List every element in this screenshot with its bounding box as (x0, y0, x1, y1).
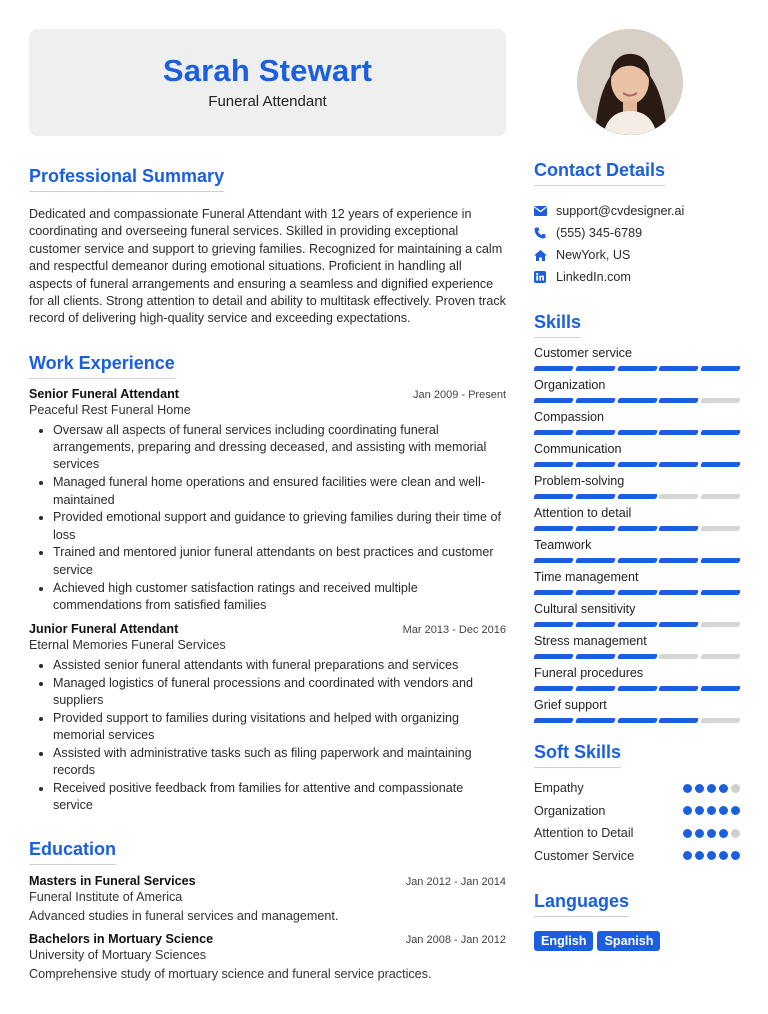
skill-name: Communication (534, 442, 622, 456)
skill-level-segment (700, 622, 741, 627)
skill-level-segment (575, 494, 616, 499)
soft-skill-item (534, 800, 740, 823)
skill-name: Attention to detail (534, 506, 632, 520)
skill-name: Problem-solving (534, 474, 625, 488)
soft-skill-item (534, 822, 740, 845)
skill-level-segment (533, 654, 574, 659)
skill-level-segment (575, 366, 616, 371)
skill-level-segment (533, 462, 574, 467)
degree-name: Masters in Funeral Services (29, 873, 196, 888)
skill-level-segment (575, 558, 616, 563)
skill-level-segment (533, 686, 574, 691)
rating-dot (707, 851, 716, 860)
bullet-item: • Received positive feedback from families for attentive and compassionate service (53, 780, 506, 815)
skill-item (534, 404, 740, 436)
skill-level-segment (617, 558, 658, 563)
skill-level-segment (533, 590, 574, 595)
soft-skill-rating (683, 851, 740, 860)
skill-level-segment (700, 718, 741, 723)
rating-dot (695, 829, 704, 838)
rating-dot (719, 784, 728, 793)
skill-level-segment (533, 622, 574, 627)
rating-dot (683, 851, 692, 860)
skills-heading: Skills (534, 312, 581, 338)
school-name: Funeral Institute of America (29, 889, 183, 904)
skill-level-bar (534, 686, 740, 691)
skill-item (534, 692, 740, 724)
skill-level-segment (700, 526, 741, 531)
soft-skill-name: Attention to Detail (534, 826, 634, 841)
education-heading: Education (29, 839, 116, 865)
bullet-item: • Managed funeral home operations and ensured facilities were clean and well-maintained (53, 474, 506, 509)
rating-dot (695, 806, 704, 815)
skill-level-bar (534, 398, 740, 403)
skill-level-segment (575, 686, 616, 691)
skill-name: Grief support (534, 698, 607, 712)
soft-skill-name: Organization (534, 803, 606, 818)
summary-heading: Professional Summary (29, 166, 224, 192)
rating-dot (695, 851, 704, 860)
sidebar-column (534, 160, 740, 951)
skill-level-segment (700, 558, 741, 563)
skill-level-segment (658, 430, 699, 435)
skill-level-segment (533, 366, 574, 371)
candidate-title: Funeral Attendant (208, 93, 327, 110)
skill-level-segment (575, 590, 616, 595)
rating-dot (707, 829, 716, 838)
skill-level-segment (658, 398, 699, 403)
skill-level-bar (534, 654, 740, 659)
skill-level-segment (533, 558, 574, 563)
bullet-item: • Achieved high customer satisfaction ratings and received multiple commendations from satisfied families (53, 580, 506, 615)
education-entry (29, 874, 506, 923)
contact-email[interactable] (534, 200, 740, 222)
contact-phone[interactable] (534, 222, 740, 244)
degree-name: Bachelors in Mortuary Science (29, 931, 214, 946)
skill-level-segment (575, 622, 616, 627)
rating-dot (683, 806, 692, 815)
skill-level-segment (658, 654, 699, 659)
skill-level-segment (575, 654, 616, 659)
school-name: University of Mortuary Sciences (29, 947, 207, 962)
skill-name: Compassion (534, 410, 604, 424)
skill-level-segment (575, 718, 616, 723)
skill-item (534, 532, 740, 564)
bullet-item: • Oversaw all aspects of funeral services including coordinating funeral arrangements, preparing and dressing deceased, and assisting with memorial services (53, 422, 506, 474)
skill-name: Cultural sensitivity (534, 602, 636, 616)
home-icon (534, 248, 556, 262)
skill-item (534, 500, 740, 532)
skill-name: Funeral procedures (534, 666, 644, 680)
soft-skills-list (534, 777, 740, 867)
skill-level-segment (533, 494, 574, 499)
skill-level-bar (534, 718, 740, 723)
skill-level-segment (658, 494, 699, 499)
skill-level-segment (575, 526, 616, 531)
skill-level-segment (700, 686, 741, 691)
soft-skill-name: Customer Service (534, 848, 635, 863)
languages-list (534, 931, 740, 951)
skill-level-segment (533, 430, 574, 435)
job-company: Peaceful Rest Funeral Home (29, 402, 191, 417)
skill-item (534, 660, 740, 692)
soft-skills-heading: Soft Skills (534, 742, 621, 768)
bullet-item: • Assisted with administrative tasks such as filing paperwork and maintaining records (53, 745, 506, 780)
skill-level-bar (534, 526, 740, 531)
soft-skill-item (534, 777, 740, 800)
linkedin-icon (534, 270, 556, 284)
skill-level-segment (533, 398, 574, 403)
soft-skill-item (534, 845, 740, 868)
skill-level-bar (534, 494, 740, 499)
phone-text: (555) 345-6789 (556, 226, 643, 240)
skill-level-segment (658, 462, 699, 467)
skill-level-segment (700, 590, 741, 595)
job-dates: Jan 2009 - Present (413, 388, 506, 401)
rating-dot (683, 784, 692, 793)
rating-dot (719, 806, 728, 815)
skill-level-segment (658, 526, 699, 531)
skill-level-segment (533, 526, 574, 531)
skill-level-segment (617, 718, 658, 723)
skill-level-segment (700, 654, 741, 659)
contact-linkedin[interactable] (534, 266, 740, 288)
skill-level-segment (617, 654, 658, 659)
language-badge: Spanish (597, 931, 660, 951)
rating-dot (731, 829, 740, 838)
rating-dot (731, 851, 740, 860)
education-entry (29, 932, 506, 981)
candidate-name: Sarah Stewart (162, 53, 373, 88)
rating-dot (731, 806, 740, 815)
skill-item (534, 596, 740, 628)
education-description: Comprehensive study of mortuary science and funeral service practices. (29, 966, 432, 981)
summary-text: Dedicated and compassionate Funeral Attendant with 12 years of experience in coordinating and overseeing funeral services. Skilled in providing exceptional customer service and support to grieving families. Recognized for maintaining a calm and respectful demeanor during emotional situations. Proficient in handling all aspects of funeral arrangements and ensuring a seamless and dignified experience for all clients. Strong attention to detail and ability to multitask effectively. Proven track record of delivering high-quality service and exceeding expectations. (29, 207, 506, 326)
skill-item (534, 564, 740, 596)
language-badge: English (534, 931, 593, 951)
rating-dot (719, 851, 728, 860)
skill-level-segment (617, 398, 658, 403)
skill-level-segment (617, 622, 658, 627)
contact-location (534, 244, 740, 266)
skill-level-segment (617, 430, 658, 435)
bullet-item: • Trained and mentored junior funeral attendants on best practices and customer service (53, 544, 506, 579)
education-description: Advanced studies in funeral services and management. (29, 908, 339, 923)
job-bullets (29, 422, 506, 614)
skill-level-segment (575, 462, 616, 467)
job-bullets (29, 657, 506, 815)
skill-level-bar (534, 366, 740, 371)
skill-level-segment (617, 366, 658, 371)
experience-heading: Work Experience (29, 353, 175, 379)
job-entry (29, 387, 506, 614)
contact-heading: Contact Details (534, 160, 665, 186)
skill-level-bar (534, 622, 740, 627)
skill-level-segment (617, 526, 658, 531)
job-role: Senior Funeral Attendant (29, 386, 179, 401)
bullet-item: • Assisted senior funeral attendants with funeral preparations and services (53, 657, 506, 674)
rating-dot (683, 829, 692, 838)
soft-skill-rating (683, 784, 740, 793)
skill-level-segment (575, 398, 616, 403)
skill-level-bar (534, 558, 740, 563)
skill-level-segment (700, 494, 741, 499)
skill-level-segment (533, 718, 574, 723)
bullet-item: • Managed logistics of funeral processions and coordinated with vendors and suppliers (53, 675, 506, 710)
profile-photo (577, 29, 683, 135)
skill-name: Time management (534, 570, 639, 584)
skill-name: Organization (534, 378, 606, 392)
skill-level-segment (658, 558, 699, 563)
soft-skill-rating (683, 806, 740, 815)
soft-skill-name: Empathy (534, 781, 584, 796)
languages-heading: Languages (534, 891, 629, 917)
skill-level-segment (617, 686, 658, 691)
skill-item (534, 340, 740, 372)
job-company: Eternal Memories Funeral Services (29, 638, 226, 653)
main-column (29, 166, 506, 981)
skill-level-segment (700, 398, 741, 403)
contact-list (534, 200, 740, 288)
skill-level-segment (658, 718, 699, 723)
skill-level-segment (700, 430, 741, 435)
skill-level-segment (617, 494, 658, 499)
education-dates: Jan 2008 - Jan 2012 (405, 933, 506, 946)
bullet-item: • Provided support to families during visitations and helped with organizing memorial services (53, 710, 506, 745)
soft-skill-rating (683, 829, 740, 838)
skill-item (534, 628, 740, 660)
skill-level-bar (534, 462, 740, 467)
phone-icon (534, 226, 556, 240)
skill-level-bar (534, 590, 740, 595)
job-role: Junior Funeral Attendant (29, 622, 179, 637)
email-text: support@cvdesigner.ai (556, 204, 685, 218)
location-text: NewYork, US (556, 248, 631, 262)
skill-level-segment (658, 590, 699, 595)
rating-dot (731, 784, 740, 793)
skill-level-segment (617, 462, 658, 467)
job-dates: Mar 2013 - Dec 2016 (402, 624, 506, 637)
skill-level-segment (658, 686, 699, 691)
skill-level-segment (700, 366, 741, 371)
skill-name: Customer service (534, 346, 632, 360)
rating-dot (707, 784, 716, 793)
skills-list (534, 340, 740, 724)
skill-name: Stress management (534, 634, 647, 648)
linkedin-text: LinkedIn.com (556, 270, 631, 284)
envelope-icon (534, 204, 556, 218)
rating-dot (707, 806, 716, 815)
skill-name: Teamwork (534, 538, 592, 552)
avatar (577, 29, 683, 135)
skill-level-bar (534, 430, 740, 435)
education-dates: Jan 2012 - Jan 2014 (405, 875, 506, 888)
header-card (29, 29, 506, 136)
job-entry (29, 622, 506, 815)
skill-level-segment (658, 366, 699, 371)
skill-item (534, 372, 740, 404)
rating-dot (695, 784, 704, 793)
skill-level-segment (658, 622, 699, 627)
skill-level-segment (617, 590, 658, 595)
bullet-item: • Provided emotional support and guidance to grieving families during their time of loss (53, 509, 506, 544)
skill-item (534, 436, 740, 468)
skill-item (534, 468, 740, 500)
skill-level-segment (575, 430, 616, 435)
rating-dot (719, 829, 728, 838)
skill-level-segment (700, 462, 741, 467)
